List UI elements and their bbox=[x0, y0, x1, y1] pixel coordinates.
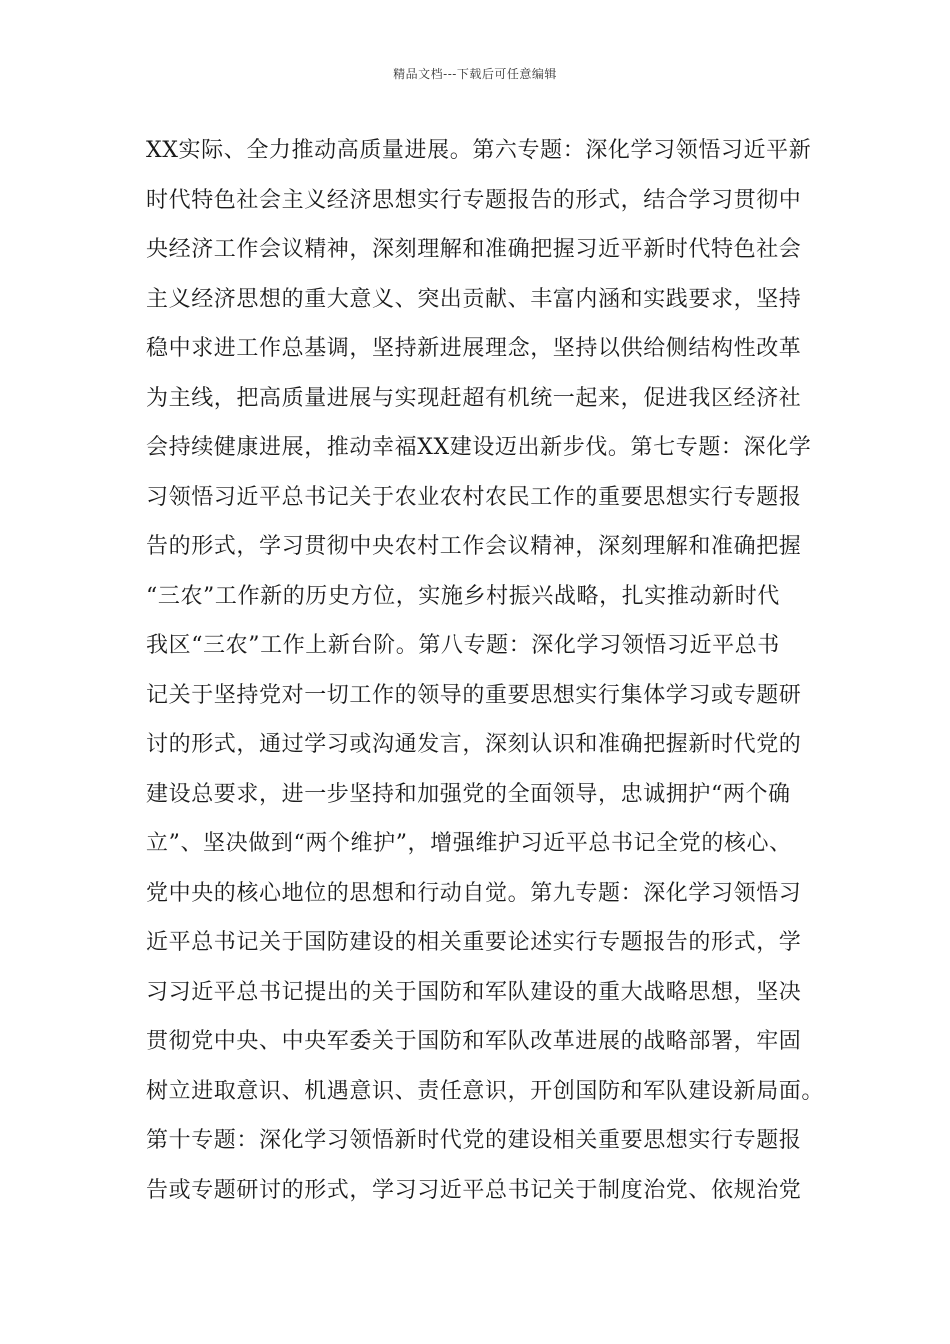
text-line: 讨的形式，通过学习或沟通发言，深刻认识和准确把握新时代党的 bbox=[146, 732, 802, 757]
text-line: 记关于坚持党对一切工作的领导的重要思想实行集体学习或专题研 bbox=[146, 682, 802, 708]
text-line: 习习近平总书记提出的关于国防和军队建设的重大战略思想，坚决 bbox=[146, 979, 802, 1005]
text-line: 立”、坚决做到“两个维护”，增强维护习近平总书记全党的核心、 bbox=[146, 831, 792, 856]
text-line: 第十专题：深化学习领悟新时代党的建设相关重要思想实行专题报 bbox=[146, 1128, 802, 1153]
text-line: “三农”工作新的历史方位，实施乡村振兴战略，扎实推动新时代 bbox=[146, 583, 780, 609]
text-line: 会持续健康进展，推动幸福XX建设迈出新步伐。第七专题：深化学 bbox=[146, 435, 812, 460]
text-line: 我区“三农”工作上新台阶。第八专题：深化学习领悟习近平总书 bbox=[146, 633, 780, 658]
page-header: 精品文档---下载后可任意编辑 bbox=[393, 67, 557, 81]
text-line: XX实际、全力推动高质量进展。第六专题：深化学习领悟习近平新 bbox=[146, 138, 812, 163]
text-line: 贯彻党中央、中央军委关于国防和军队改革进展的战略部署，牢固 bbox=[146, 1029, 802, 1054]
text-line: 时代特色社会主义经济思想实行专题报告的形式，结合学习贯彻中 bbox=[146, 187, 802, 213]
text-line: 近平总书记关于国防建设的相关重要论述实行专题报告的形式，学 bbox=[146, 930, 802, 955]
text-line: 树立进取意识、机遇意识、责任意识，开创国防和军队建设新局面。 bbox=[146, 1078, 825, 1104]
text-line: 建设总要求，进一步坚持和加强党的全面领导，忠诚拥护“两个确 bbox=[146, 781, 791, 807]
text-line: 央经济工作会议精神，深刻理解和准确把握习近平新时代特色社会 bbox=[146, 237, 802, 262]
text-line: 告或专题研讨的形式，学习习近平总书记关于制度治党、依规治党 bbox=[146, 1177, 802, 1203]
text-line: 主义经济思想的重大意义、突出贡献、丰富内涵和实践要求，坚持 bbox=[146, 286, 802, 312]
text-line: 习领悟习近平总书记关于农业农村农民工作的重要思想实行专题报 bbox=[146, 484, 802, 510]
text-line: 稳中求进工作总基调，坚持新进展理念，坚持以供给侧结构性改革 bbox=[146, 336, 802, 361]
text-line: 告的形式，学习贯彻中央农村工作会议精神，深刻理解和准确把握 bbox=[146, 534, 802, 559]
document-body bbox=[146, 126, 826, 1215]
text-line: 为主线，把高质量进展与实现赶超有机统一起来，促进我区经济社 bbox=[146, 385, 802, 411]
text-line: 党中央的核心地位的思想和行动自觉。第九专题：深化学习领悟习 bbox=[146, 880, 802, 906]
